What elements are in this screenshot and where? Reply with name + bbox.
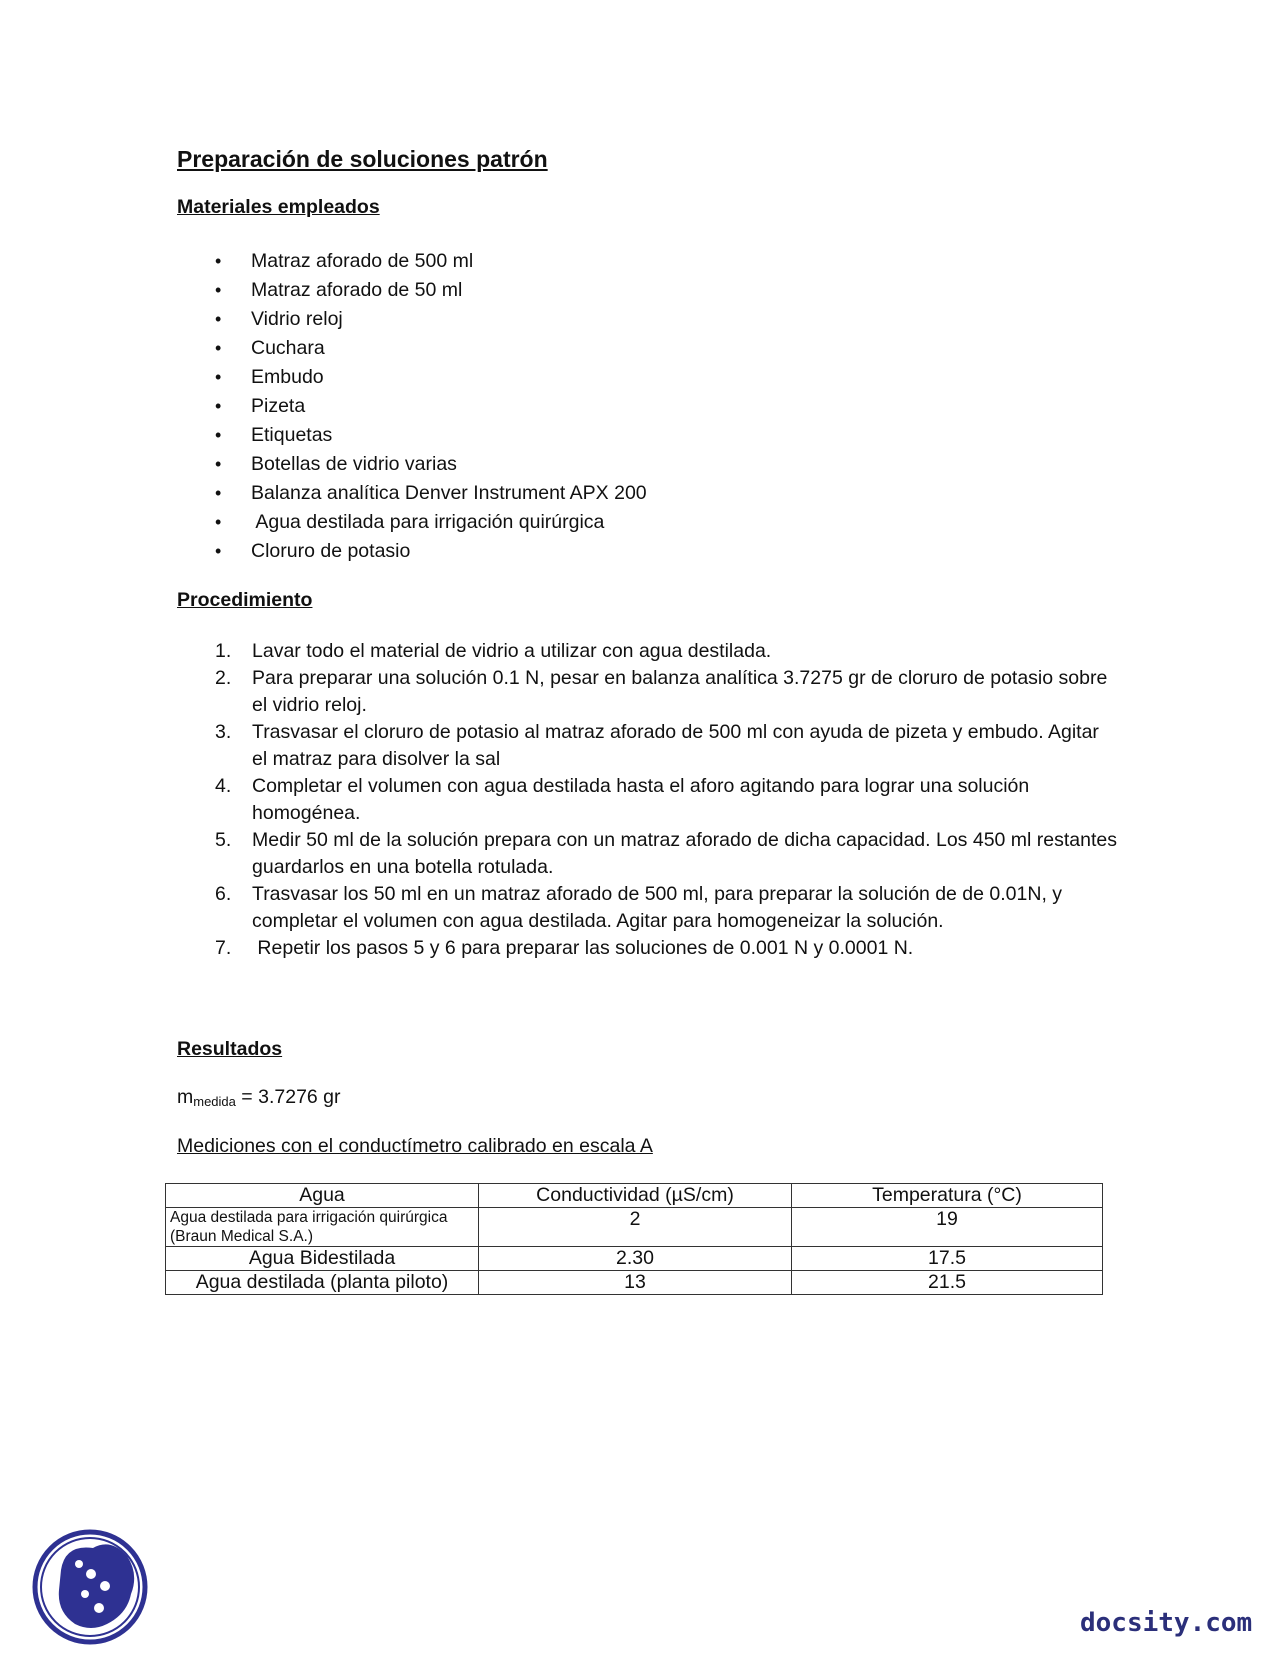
mass-symbol: m bbox=[177, 1086, 194, 1108]
materials-list bbox=[177, 250, 647, 569]
step-text: Trasvasar los 50 ml en un matraz aforado de 500 ml, para preparar la solución de de 0.01N, y completar el volumen con agua destilada. Agitar para homogeneizar la solución. bbox=[252, 883, 1063, 932]
list-item: • Balanza analítica Denver Instrument APX 200 bbox=[177, 482, 647, 511]
step-number: 2. bbox=[215, 667, 232, 689]
table-cell: Agua destilada (planta piloto) bbox=[166, 1271, 479, 1295]
procedure-step bbox=[177, 638, 1117, 665]
procedure-step bbox=[177, 881, 1117, 935]
list-item: • Etiquetas bbox=[177, 424, 647, 453]
procedure-steps bbox=[177, 638, 1117, 962]
list-item: • Vidrio reloj bbox=[177, 308, 647, 337]
step-number: 4. bbox=[215, 775, 232, 797]
step-text: Lavar todo el material de vidrio a utilizar con agua destilada. bbox=[252, 640, 772, 662]
table-cell: 2.30 bbox=[479, 1247, 792, 1271]
step-number: 5. bbox=[215, 829, 232, 851]
table-row bbox=[166, 1247, 1103, 1271]
table-cell: 21.5 bbox=[792, 1271, 1103, 1295]
procedure-step bbox=[177, 827, 1117, 881]
conductivity-table bbox=[165, 1183, 1103, 1295]
procedure-step bbox=[177, 665, 1117, 719]
list-item: • Cloruro de potasio bbox=[177, 540, 647, 569]
table-row bbox=[166, 1208, 1103, 1247]
mass-value: = 3.7276 gr bbox=[235, 1086, 341, 1108]
column-header: Temperatura (°C) bbox=[792, 1184, 1103, 1208]
step-text: Repetir los pasos 5 y 6 para preparar las soluciones de 0.001 N y 0.0001 N. bbox=[252, 937, 914, 959]
mass-subscript: medida bbox=[193, 1094, 236, 1109]
step-text: Trasvasar el cloruro de potasio al matraz aforado de 500 ml con ayuda de pizeta y embudo. Agitar el matraz para disolver la sal bbox=[252, 721, 1099, 770]
table-cell: 2 bbox=[479, 1208, 792, 1247]
procedure-step bbox=[177, 935, 1117, 962]
step-number: 6. bbox=[215, 883, 232, 905]
measured-mass bbox=[177, 1086, 341, 1109]
list-item: • Embudo bbox=[177, 366, 647, 395]
list-item: • Pizeta bbox=[177, 395, 647, 424]
column-header: Agua bbox=[166, 1184, 479, 1208]
table-cell: 19 bbox=[792, 1208, 1103, 1247]
list-item: • Matraz aforado de 50 ml bbox=[177, 279, 647, 308]
materials-heading: Materiales empleados bbox=[177, 196, 380, 218]
step-number: 7. bbox=[215, 937, 232, 959]
table-cell: Agua Bidestilada bbox=[166, 1247, 479, 1271]
procedure-step bbox=[177, 719, 1117, 773]
step-number: 3. bbox=[215, 721, 232, 743]
list-item: • Cuchara bbox=[177, 337, 647, 366]
logo-graphic bbox=[31, 1528, 149, 1646]
list-item: • Agua destilada para irrigación quirúrgica bbox=[177, 511, 647, 540]
table-row bbox=[166, 1271, 1103, 1295]
step-text: Completar el volumen con agua destilada hasta el aforo agitando para lograr una solución homogénea. bbox=[252, 775, 1030, 824]
table-cell: Agua destilada para irrigación quirúrgica (Braun Medical S.A.) bbox=[166, 1208, 479, 1247]
brand-watermark: docsity.com bbox=[1080, 1608, 1253, 1638]
table-cell: 13 bbox=[479, 1271, 792, 1295]
results-heading: Resultados bbox=[177, 1038, 283, 1060]
column-header: Conductividad (µS/cm) bbox=[479, 1184, 792, 1208]
table-header-row bbox=[166, 1184, 1103, 1208]
step-text: Para preparar una solución 0.1 N, pesar en balanza analítica 3.7275 gr de cloruro de potasio sobre el vidrio reloj. bbox=[252, 667, 1108, 716]
procedure-step bbox=[177, 773, 1117, 827]
list-item: • Botellas de vidrio varias bbox=[177, 453, 647, 482]
table-cell: 17.5 bbox=[792, 1247, 1103, 1271]
table-caption: Mediciones con el conductímetro calibrado en escala A bbox=[177, 1135, 653, 1157]
docsity-logo-icon bbox=[31, 1528, 149, 1646]
procedure-heading: Procedimiento bbox=[177, 589, 313, 611]
step-number: 1. bbox=[215, 640, 232, 662]
step-text: Medir 50 ml de la solución prepara con un matraz aforado de dicha capacidad. Los 450 ml restantes guardarlos en una botella rotulada. bbox=[252, 829, 1117, 878]
document-title: Preparación de soluciones patrón bbox=[177, 146, 548, 172]
list-item: • Matraz aforado de 500 ml bbox=[177, 250, 647, 279]
